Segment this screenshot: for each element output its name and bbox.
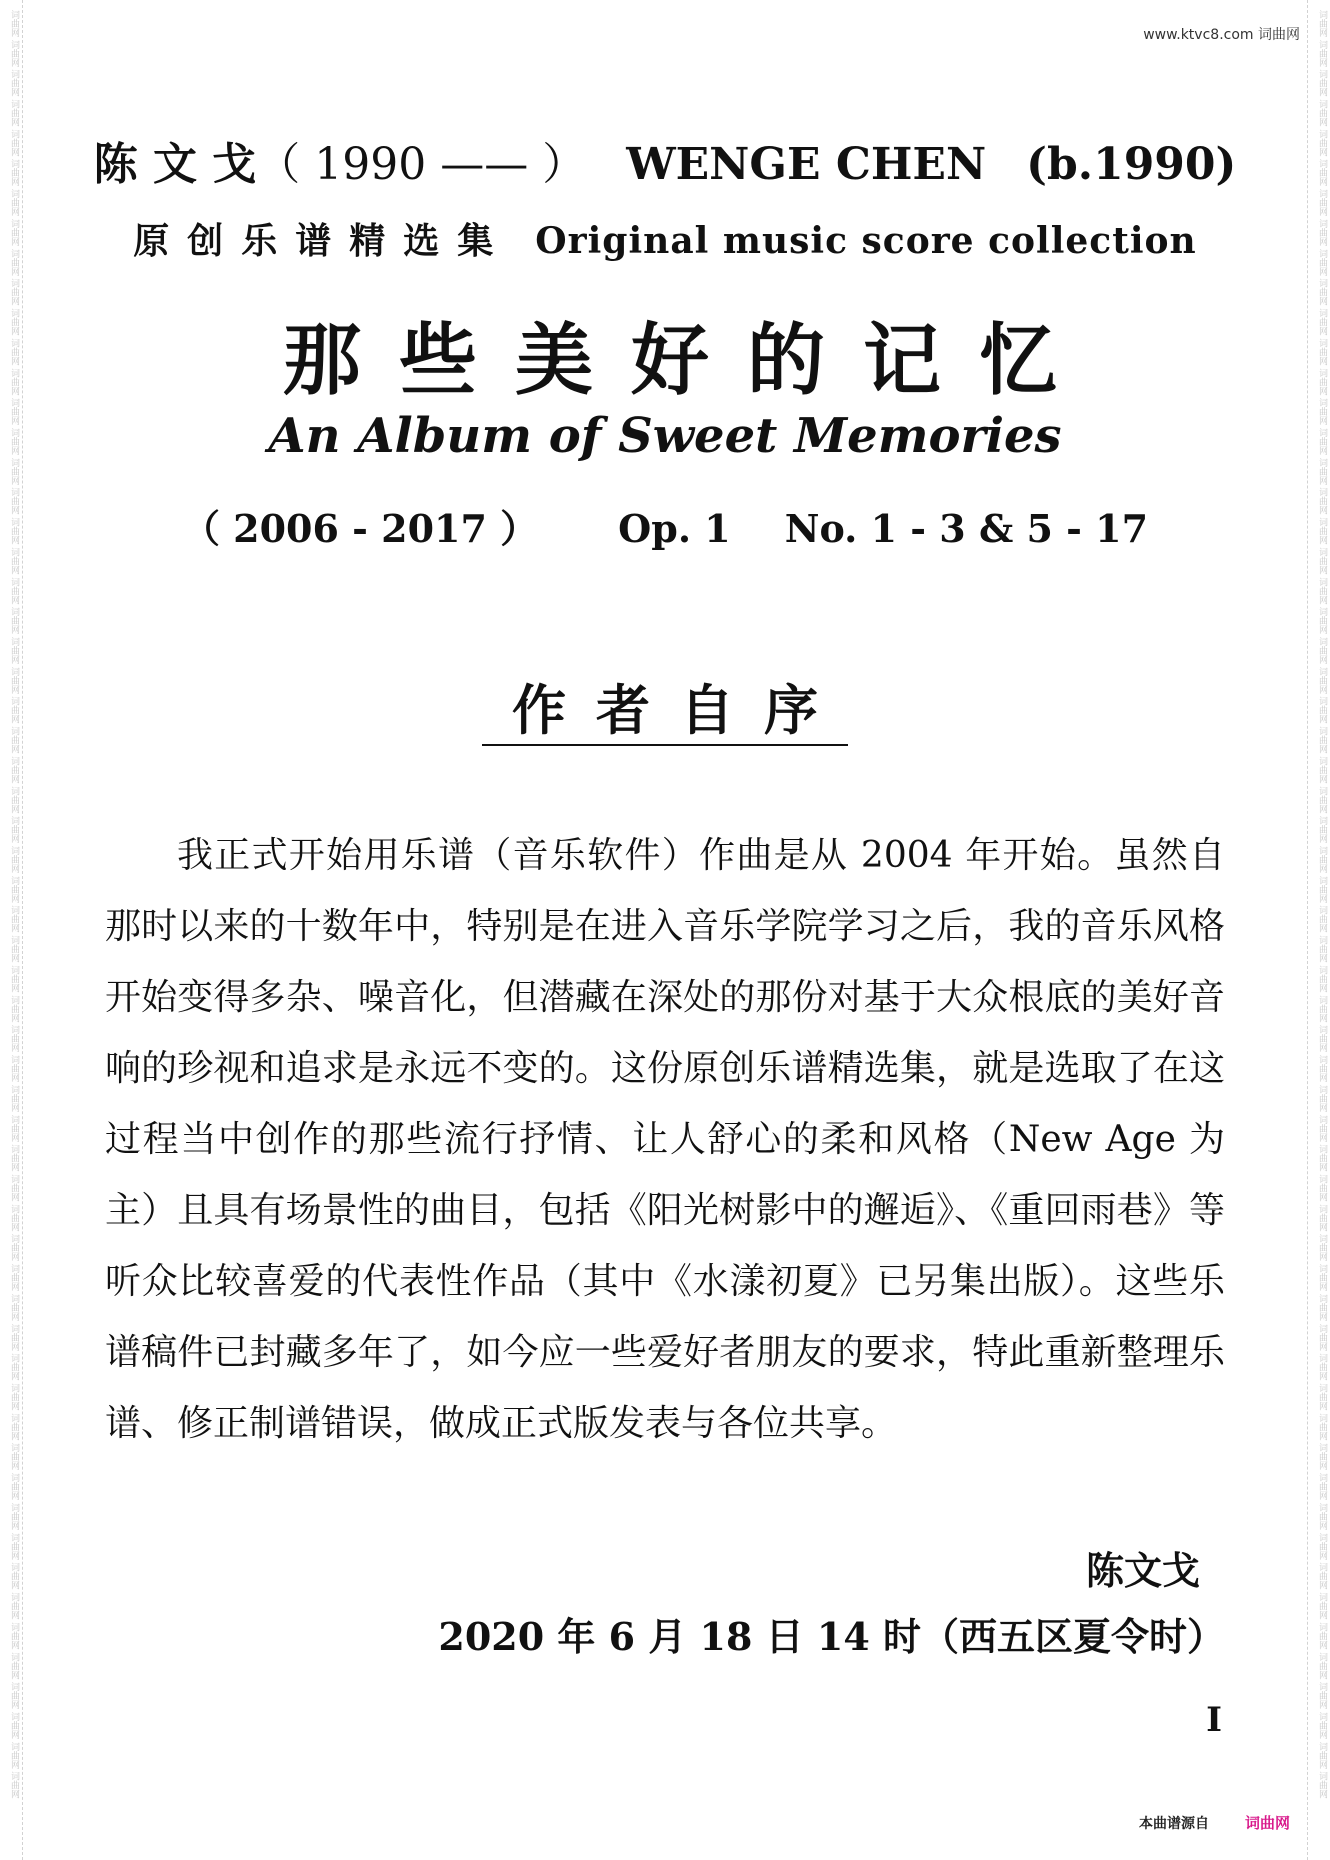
composer-line — [0, 128, 1330, 192]
footer-brand: 词曲网 — [1244, 1814, 1290, 1832]
composer-en-years: (b.1990) — [1026, 139, 1237, 190]
preface-heading — [0, 668, 1330, 745]
collection-en: Original music score collection — [535, 220, 1197, 262]
top-watermark: www.ktvc8.com 词曲网 — [1143, 27, 1300, 43]
footer-source — [1139, 1812, 1290, 1833]
piece-numbers: No. 1 - 3 & 5 - 17 — [784, 506, 1149, 551]
composer-years: （ 1990 —— ） — [256, 139, 587, 190]
opus-number: Op. 1 — [618, 506, 731, 551]
english-title: An Album of Sweet Memories — [268, 408, 1062, 464]
date-line: 2020 年 6 月 18 日 14 时（西五区夏令时） — [438, 1614, 1225, 1659]
composer-cn-name: 陈 文 戈 — [93, 139, 257, 190]
footer-prefix: 本曲谱源自 — [1138, 1816, 1209, 1832]
right-watermark-strip — [1307, 0, 1330, 1860]
left-watermark-text: 词曲网 词曲网 词曲网 词曲网 词曲网 词曲网 词曲网 词曲网 词曲网 词曲网 词曲网 词曲网 词曲网 词曲网 词曲网 词曲网 词曲网 词曲网 词曲网 词曲网 词曲网 词曲网 词曲网 词曲网 词曲网 词曲网 词曲网 词曲网 词曲网 词曲网 词曲网 词曲网 词曲网 词曲网 词曲网 词曲网 词曲网 词曲网 词曲网 词曲网 词曲网 词曲网 词曲网 词曲网 词曲网 词曲网 词曲网 词曲网 词曲网 词曲网 词曲网 词曲网 词曲网 词曲网 词曲网 词曲网 词曲网 词曲网 词曲网 词曲网 — [9, 10, 19, 1799]
collection-subtitle — [0, 213, 1330, 264]
preface-heading-text: 作者自序 — [482, 678, 848, 746]
composer-en-name: WENGE CHEN — [626, 139, 987, 190]
right-watermark-text: 词曲网 词曲网 词曲网 词曲网 词曲网 词曲网 词曲网 词曲网 词曲网 词曲网 词曲网 词曲网 词曲网 词曲网 词曲网 词曲网 词曲网 词曲网 词曲网 词曲网 词曲网 词曲网 词曲网 词曲网 词曲网 词曲网 词曲网 词曲网 词曲网 词曲网 词曲网 词曲网 词曲网 词曲网 词曲网 词曲网 词曲网 词曲网 词曲网 词曲网 词曲网 词曲网 词曲网 词曲网 词曲网 词曲网 词曲网 词曲网 词曲网 词曲网 词曲网 词曲网 词曲网 词曲网 词曲网 词曲网 词曲网 词曲网 词曲网 词曲网 — [1317, 10, 1327, 1799]
page-title: 那些美好的记忆 — [282, 315, 1095, 406]
page-number: I — [1206, 1700, 1222, 1740]
opus-years: （ 2006 - 2017 ） — [181, 506, 539, 551]
signature: 陈文戈 — [1085, 1548, 1200, 1593]
left-watermark-strip — [0, 0, 23, 1860]
opus-line — [0, 498, 1330, 553]
collection-cn: 原创乐谱精选集 — [133, 220, 512, 262]
preface-body: 我正式开始用乐谱（音乐软件）作曲是从 2004 年开始。虽然自那时以来的十数年中，特别是在进入音乐学院学习之后，我的音乐风格开始变得多杂、噪音化，但潜藏在深处的那份对基于大众根底的美好音响的珍视和追求是永远不变的。这份原创乐谱精选集，就是选取了在这过程当中创作的那些流行抒情、让人舒心的柔和风格（New Age 为主）且具有场景性的曲目，包括《阳光树影中的邂逅》、《重回雨巷》等听众比较喜爱的代表性作品（其中《水漾初夏》已另集出版）。这些乐谱稿件已封藏多年了，如今应一些爱好者朋友的要求，特此重新整理乐谱、修正制谱错误，做成正式版发表与各位共享。 — [105, 835, 1225, 1444]
